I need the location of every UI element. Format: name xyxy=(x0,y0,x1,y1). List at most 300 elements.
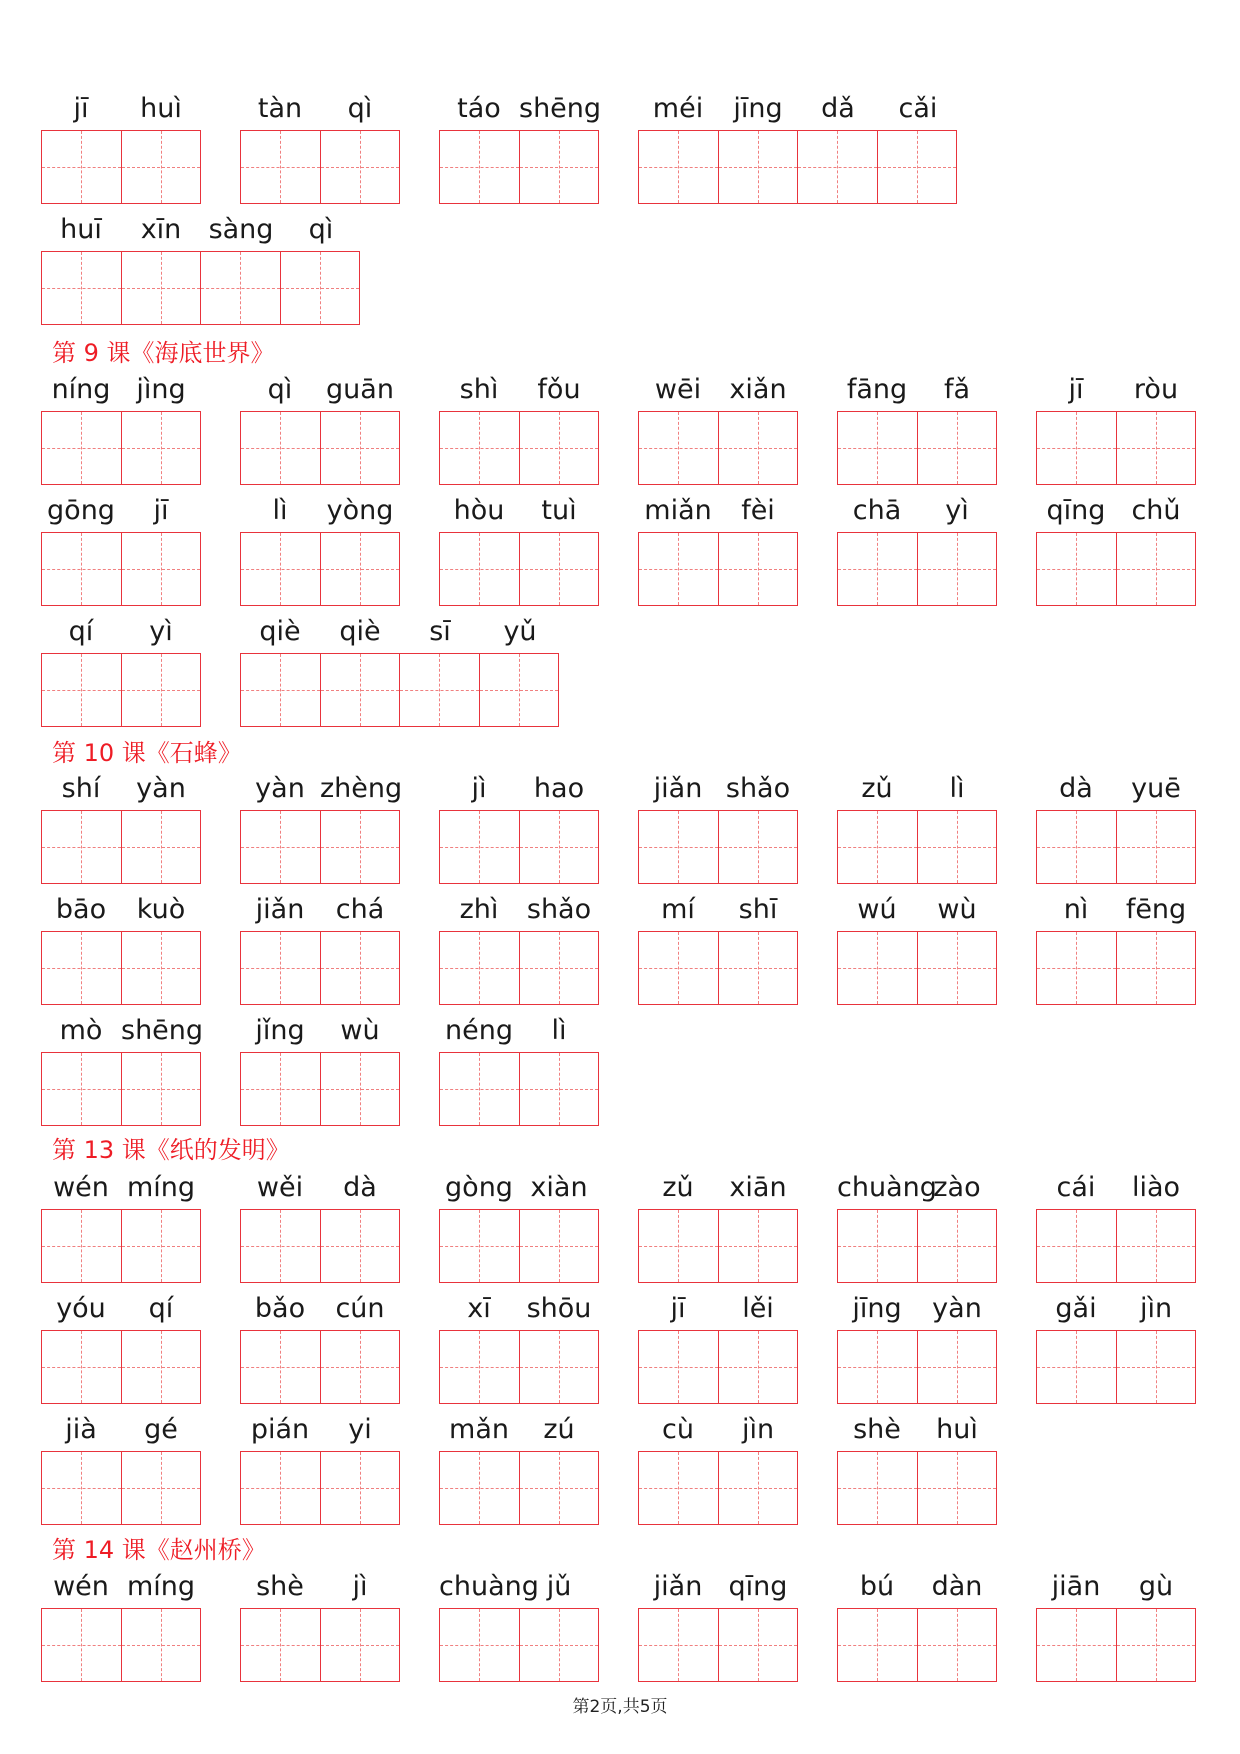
pinyin-label: guān xyxy=(326,374,394,405)
writing-cell[interactable] xyxy=(798,131,878,203)
writing-cell[interactable] xyxy=(1037,932,1117,1004)
pinyin-label: chá xyxy=(335,894,385,925)
pinyin-label: néng xyxy=(445,1015,513,1046)
writing-grid xyxy=(41,1608,201,1682)
word-group xyxy=(240,771,403,881)
pinyin-label: xiān xyxy=(729,1172,787,1203)
writing-grid xyxy=(1036,931,1196,1005)
writing-cell[interactable] xyxy=(1037,533,1117,605)
pinyin-label: wěi xyxy=(256,1172,304,1203)
pinyin-label: qì xyxy=(267,374,293,405)
pinyin-label: qīng xyxy=(1046,495,1106,526)
writing-cell[interactable] xyxy=(1117,412,1197,484)
word-group xyxy=(1036,372,1196,482)
writing-cell[interactable] xyxy=(719,1609,799,1681)
pinyin-label: wú xyxy=(857,894,897,925)
pinyin-label: bǎo xyxy=(254,1293,306,1324)
pinyin-label: shè xyxy=(256,1571,304,1602)
pinyin-label: gòng xyxy=(445,1172,513,1203)
pinyin-label: hòu xyxy=(453,495,505,526)
word-group xyxy=(837,1569,997,1679)
writing-cell[interactable] xyxy=(201,252,281,324)
writing-cell[interactable] xyxy=(241,533,321,605)
pinyin-label: yǔ xyxy=(503,616,537,647)
writing-cell[interactable] xyxy=(122,252,202,324)
pinyin-label: shēng xyxy=(519,93,602,124)
writing-cell[interactable] xyxy=(918,533,998,605)
pinyin-label: gǎi xyxy=(1055,1293,1097,1324)
writing-cell[interactable] xyxy=(42,1609,122,1681)
word-group xyxy=(41,91,201,201)
writing-cell[interactable] xyxy=(440,1609,520,1681)
writing-cell[interactable] xyxy=(440,533,520,605)
pinyin-row xyxy=(0,493,1240,603)
word-group xyxy=(638,372,798,482)
word-group xyxy=(1036,1170,1196,1280)
writing-grid xyxy=(41,1052,201,1126)
writing-grid xyxy=(41,653,201,727)
word-group xyxy=(638,493,798,603)
writing-cell[interactable] xyxy=(321,533,401,605)
writing-grid xyxy=(837,532,997,606)
writing-cell[interactable] xyxy=(639,932,719,1004)
pinyin-label: hao xyxy=(533,773,585,804)
pinyin-label: jiǎn xyxy=(653,773,703,804)
writing-grid xyxy=(41,130,201,204)
writing-cell[interactable] xyxy=(42,654,122,726)
pinyin-label: jià xyxy=(65,1414,97,1445)
writing-cell[interactable] xyxy=(1117,1609,1197,1681)
word-group xyxy=(41,614,201,724)
word-group xyxy=(41,372,201,482)
pinyin-label: xī xyxy=(467,1293,491,1324)
writing-grid xyxy=(638,810,798,884)
writing-grid xyxy=(439,1209,599,1283)
word-group xyxy=(837,1170,997,1280)
writing-cell[interactable] xyxy=(122,811,202,883)
writing-cell[interactable] xyxy=(719,932,799,1004)
writing-grid xyxy=(41,532,201,606)
pinyin-label: pián xyxy=(250,1414,310,1445)
writing-cell[interactable] xyxy=(520,811,600,883)
word-group xyxy=(638,91,958,201)
writing-grid xyxy=(837,1451,997,1525)
pinyin-label: jìng xyxy=(136,374,186,405)
pinyin-label: lì xyxy=(949,773,965,804)
writing-cell[interactable] xyxy=(122,412,202,484)
pinyin-label: yàn xyxy=(255,773,305,804)
writing-cell[interactable] xyxy=(520,533,600,605)
word-group xyxy=(638,1569,798,1679)
writing-grid xyxy=(1036,411,1196,485)
writing-cell[interactable] xyxy=(122,1053,202,1125)
writing-grid xyxy=(439,1451,599,1525)
writing-cell[interactable] xyxy=(122,1452,202,1524)
writing-cell[interactable] xyxy=(321,1452,401,1524)
writing-cell[interactable] xyxy=(42,1452,122,1524)
writing-cell[interactable] xyxy=(719,412,799,484)
writing-cell[interactable] xyxy=(520,1609,600,1681)
writing-cell[interactable] xyxy=(918,1331,998,1403)
pinyin-label: cún xyxy=(335,1293,385,1324)
writing-cell[interactable] xyxy=(122,654,202,726)
pinyin-label: miǎn xyxy=(644,495,712,526)
pinyin-row xyxy=(0,212,1240,322)
word-group xyxy=(240,1170,400,1280)
writing-cell[interactable] xyxy=(440,412,520,484)
pinyin-label: shēng xyxy=(121,1015,204,1046)
writing-cell[interactable] xyxy=(838,1609,918,1681)
word-group xyxy=(240,1569,400,1679)
pinyin-label: dàn xyxy=(931,1571,983,1602)
writing-cell[interactable] xyxy=(321,131,401,203)
writing-cell[interactable] xyxy=(241,412,321,484)
writing-cell[interactable] xyxy=(719,811,799,883)
pinyin-label: yi xyxy=(348,1414,372,1445)
pinyin-label: jiǎn xyxy=(255,894,305,925)
writing-cell[interactable] xyxy=(520,131,600,203)
pinyin-label: jī xyxy=(153,495,169,526)
pinyin-label: zǔ xyxy=(662,1172,694,1203)
word-group xyxy=(837,771,997,881)
writing-grid xyxy=(41,931,201,1005)
pinyin-label: lěi xyxy=(742,1293,774,1324)
word-group xyxy=(1036,771,1196,881)
writing-cell[interactable] xyxy=(719,1331,799,1403)
pinyin-row xyxy=(0,1291,1240,1401)
writing-cell[interactable] xyxy=(241,1452,321,1524)
pinyin-label: mò xyxy=(59,1015,103,1046)
writing-cell[interactable] xyxy=(321,932,401,1004)
writing-grid xyxy=(240,411,400,485)
word-group xyxy=(240,1013,400,1123)
writing-cell[interactable] xyxy=(1117,1331,1197,1403)
writing-cell[interactable] xyxy=(878,131,958,203)
word-group xyxy=(41,1013,204,1123)
word-group xyxy=(439,493,599,603)
pinyin-label: shōu xyxy=(526,1293,592,1324)
pinyin-label: jī xyxy=(670,1293,686,1324)
pinyin-label: yuē xyxy=(1131,773,1181,804)
writing-cell[interactable] xyxy=(520,1331,600,1403)
writing-cell[interactable] xyxy=(1037,1210,1117,1282)
writing-cell[interactable] xyxy=(440,131,520,203)
writing-cell[interactable] xyxy=(241,1210,321,1282)
pinyin-label: shì xyxy=(459,374,499,405)
writing-grid xyxy=(439,810,599,884)
writing-cell[interactable] xyxy=(122,533,202,605)
writing-cell[interactable] xyxy=(122,1210,202,1282)
writing-grid xyxy=(638,1330,798,1404)
writing-cell[interactable] xyxy=(480,654,560,726)
writing-cell[interactable] xyxy=(321,412,401,484)
writing-grid xyxy=(439,1608,599,1682)
writing-cell[interactable] xyxy=(838,811,918,883)
writing-cell[interactable] xyxy=(918,1210,998,1282)
writing-cell[interactable] xyxy=(281,252,361,324)
writing-cell[interactable] xyxy=(918,1452,998,1524)
writing-cell[interactable] xyxy=(122,131,202,203)
writing-cell[interactable] xyxy=(440,1210,520,1282)
writing-cell[interactable] xyxy=(321,1609,401,1681)
writing-cell[interactable] xyxy=(241,131,321,203)
writing-cell[interactable] xyxy=(42,412,122,484)
word-group xyxy=(41,1569,201,1679)
word-group xyxy=(439,1569,599,1679)
writing-cell[interactable] xyxy=(520,932,600,1004)
writing-cell[interactable] xyxy=(918,1609,998,1681)
pinyin-label: wēi xyxy=(654,374,702,405)
writing-grid xyxy=(41,1209,201,1283)
pinyin-label: cái xyxy=(1056,1172,1096,1203)
writing-grid xyxy=(638,532,798,606)
pinyin-label: jǔ xyxy=(546,1571,572,1602)
writing-grid xyxy=(41,251,360,325)
writing-grid xyxy=(240,931,400,1005)
writing-cell[interactable] xyxy=(1037,1331,1117,1403)
word-group xyxy=(837,1412,997,1522)
writing-cell[interactable] xyxy=(42,1053,122,1125)
writing-cell[interactable] xyxy=(520,1210,600,1282)
pinyin-label: dǎ xyxy=(821,93,855,124)
writing-grid xyxy=(837,1209,997,1283)
writing-cell[interactable] xyxy=(42,131,122,203)
writing-cell[interactable] xyxy=(42,1210,122,1282)
pinyin-label: tuì xyxy=(541,495,577,526)
writing-grid xyxy=(439,411,599,485)
writing-cell[interactable] xyxy=(241,1609,321,1681)
pinyin-label: fāng xyxy=(846,374,908,405)
pinyin-label: qiè xyxy=(259,616,301,647)
writing-grid xyxy=(41,810,201,884)
writing-cell[interactable] xyxy=(241,1053,321,1125)
writing-cell[interactable] xyxy=(838,932,918,1004)
pinyin-label: shè xyxy=(853,1414,901,1445)
pinyin-label: míng xyxy=(126,1571,196,1602)
pinyin-label: dà xyxy=(1059,773,1093,804)
writing-cell[interactable] xyxy=(520,412,600,484)
writing-cell[interactable] xyxy=(918,811,998,883)
pinyin-label: zú xyxy=(543,1414,575,1445)
pinyin-label: chuàng xyxy=(837,1172,937,1203)
word-group xyxy=(837,892,997,1002)
writing-cell[interactable] xyxy=(1117,811,1197,883)
pinyin-label: jī xyxy=(1068,374,1084,405)
pinyin-row xyxy=(0,614,1240,724)
pinyin-label: táo xyxy=(457,93,501,124)
writing-cell[interactable] xyxy=(639,811,719,883)
pinyin-row xyxy=(0,771,1240,881)
pinyin-label: míng xyxy=(126,1172,196,1203)
writing-cell[interactable] xyxy=(42,932,122,1004)
writing-grid xyxy=(638,1608,798,1682)
pinyin-label: jìn xyxy=(741,1414,775,1445)
writing-cell[interactable] xyxy=(639,1609,719,1681)
writing-cell[interactable] xyxy=(639,1452,719,1524)
writing-grid xyxy=(837,411,997,485)
word-group xyxy=(638,1291,798,1401)
writing-grid xyxy=(240,810,400,884)
writing-cell[interactable] xyxy=(1037,811,1117,883)
pinyin-label: bāo xyxy=(55,894,107,925)
word-group xyxy=(240,614,560,724)
pinyin-label: cǎi xyxy=(898,93,938,124)
writing-cell[interactable] xyxy=(440,932,520,1004)
writing-cell[interactable] xyxy=(719,533,799,605)
word-group xyxy=(240,1412,400,1522)
writing-cell[interactable] xyxy=(321,1053,401,1125)
writing-cell[interactable] xyxy=(639,131,719,203)
pinyin-label: jīng xyxy=(852,1293,902,1324)
pinyin-row xyxy=(0,91,1240,201)
pinyin-label: huì xyxy=(936,1414,978,1445)
word-group xyxy=(240,372,400,482)
word-group xyxy=(439,771,599,881)
writing-cell[interactable] xyxy=(122,1331,202,1403)
writing-cell[interactable] xyxy=(321,811,401,883)
pinyin-label: méi xyxy=(652,93,704,124)
pinyin-row xyxy=(0,1170,1240,1280)
pinyin-label: huì xyxy=(140,93,182,124)
word-group xyxy=(240,493,400,603)
writing-cell[interactable] xyxy=(321,654,401,726)
writing-cell[interactable] xyxy=(838,1331,918,1403)
writing-cell[interactable] xyxy=(440,811,520,883)
pinyin-label: yàn xyxy=(932,1293,982,1324)
writing-cell[interactable] xyxy=(838,1452,918,1524)
writing-cell[interactable] xyxy=(122,1609,202,1681)
writing-grid xyxy=(240,1330,400,1404)
word-group xyxy=(1036,892,1196,1002)
word-group xyxy=(240,1291,400,1401)
word-group xyxy=(638,1412,798,1522)
writing-cell[interactable] xyxy=(321,1210,401,1282)
pinyin-label: chā xyxy=(852,495,902,526)
writing-cell[interactable] xyxy=(918,932,998,1004)
writing-cell[interactable] xyxy=(241,654,321,726)
writing-grid xyxy=(439,1330,599,1404)
writing-cell[interactable] xyxy=(639,412,719,484)
pinyin-label: mǎn xyxy=(449,1414,509,1445)
writing-cell[interactable] xyxy=(440,1053,520,1125)
writing-cell[interactable] xyxy=(719,1210,799,1282)
pinyin-label: jì xyxy=(352,1571,368,1602)
writing-cell[interactable] xyxy=(639,533,719,605)
pinyin-label: yì xyxy=(945,495,969,526)
writing-grid xyxy=(439,532,599,606)
word-group xyxy=(41,892,201,1002)
word-group xyxy=(638,1170,798,1280)
pinyin-label: qì xyxy=(347,93,373,124)
pinyin-label: zhèng xyxy=(320,773,403,804)
word-group xyxy=(439,372,599,482)
writing-cell[interactable] xyxy=(42,533,122,605)
pinyin-row xyxy=(0,892,1240,1002)
pinyin-label: zào xyxy=(933,1172,981,1203)
word-group xyxy=(41,1170,201,1280)
writing-cell[interactable] xyxy=(42,811,122,883)
writing-cell[interactable] xyxy=(241,932,321,1004)
writing-cell[interactable] xyxy=(440,1452,520,1524)
writing-cell[interactable] xyxy=(838,1210,918,1282)
writing-cell[interactable] xyxy=(639,1210,719,1282)
writing-cell[interactable] xyxy=(42,252,122,324)
pinyin-label: níng xyxy=(51,374,111,405)
pinyin-label: qí xyxy=(148,1293,174,1324)
word-group xyxy=(638,892,798,1002)
word-group xyxy=(439,1291,599,1401)
pinyin-label: fèi xyxy=(741,495,775,526)
pinyin-label: qì xyxy=(308,214,334,245)
pinyin-label: chuàng xyxy=(439,1571,539,1602)
writing-cell[interactable] xyxy=(122,932,202,1004)
pinyin-label: sàng xyxy=(208,214,274,245)
writing-cell[interactable] xyxy=(42,1331,122,1403)
writing-cell[interactable] xyxy=(241,811,321,883)
writing-grid xyxy=(439,130,599,204)
pinyin-label: jiān xyxy=(1051,1571,1101,1602)
writing-cell[interactable] xyxy=(1117,932,1197,1004)
pinyin-label: qīng xyxy=(728,1571,788,1602)
pinyin-label: huī xyxy=(60,214,102,245)
pinyin-label: zǔ xyxy=(861,773,893,804)
writing-cell[interactable] xyxy=(241,1331,321,1403)
writing-grid xyxy=(240,532,400,606)
word-group xyxy=(439,892,599,1002)
writing-cell[interactable] xyxy=(400,654,480,726)
writing-cell[interactable] xyxy=(1037,412,1117,484)
writing-cell[interactable] xyxy=(440,1331,520,1403)
writing-cell[interactable] xyxy=(1037,1609,1117,1681)
writing-cell[interactable] xyxy=(520,1452,600,1524)
pinyin-label: jì xyxy=(471,773,487,804)
pinyin-label: chǔ xyxy=(1131,495,1181,526)
writing-cell[interactable] xyxy=(838,533,918,605)
writing-cell[interactable] xyxy=(719,131,799,203)
writing-cell[interactable] xyxy=(918,412,998,484)
writing-grid xyxy=(837,1608,997,1682)
lesson-title: 第 13 课《纸的发明》 xyxy=(52,1136,290,1164)
writing-grid xyxy=(41,1451,201,1525)
pinyin-label: wén xyxy=(53,1571,109,1602)
writing-cell[interactable] xyxy=(719,1452,799,1524)
writing-cell[interactable] xyxy=(1117,533,1197,605)
pinyin-label: yóu xyxy=(56,1293,106,1324)
pinyin-label: yòng xyxy=(326,495,394,526)
lesson-title: 第 10 课《石蜂》 xyxy=(52,739,242,767)
lesson-title: 第 14 课《赵州桥》 xyxy=(52,1536,266,1564)
writing-grid xyxy=(41,1330,201,1404)
pinyin-label: fēng xyxy=(1125,894,1187,925)
writing-grid xyxy=(240,653,559,727)
writing-cell[interactable] xyxy=(838,412,918,484)
writing-cell[interactable] xyxy=(639,1331,719,1403)
word-group xyxy=(837,1291,997,1401)
writing-grid xyxy=(439,931,599,1005)
pinyin-label: fǎ xyxy=(943,374,971,405)
writing-grid xyxy=(837,931,997,1005)
writing-grid xyxy=(240,1608,400,1682)
pinyin-label: xiǎn xyxy=(729,374,787,405)
pinyin-row xyxy=(0,1013,1240,1123)
writing-grid xyxy=(638,130,957,204)
writing-cell[interactable] xyxy=(1117,1210,1197,1282)
writing-cell[interactable] xyxy=(321,1331,401,1403)
word-group xyxy=(41,771,201,881)
word-group xyxy=(1036,493,1196,603)
pinyin-label: cù xyxy=(662,1414,694,1445)
writing-cell[interactable] xyxy=(520,1053,600,1125)
